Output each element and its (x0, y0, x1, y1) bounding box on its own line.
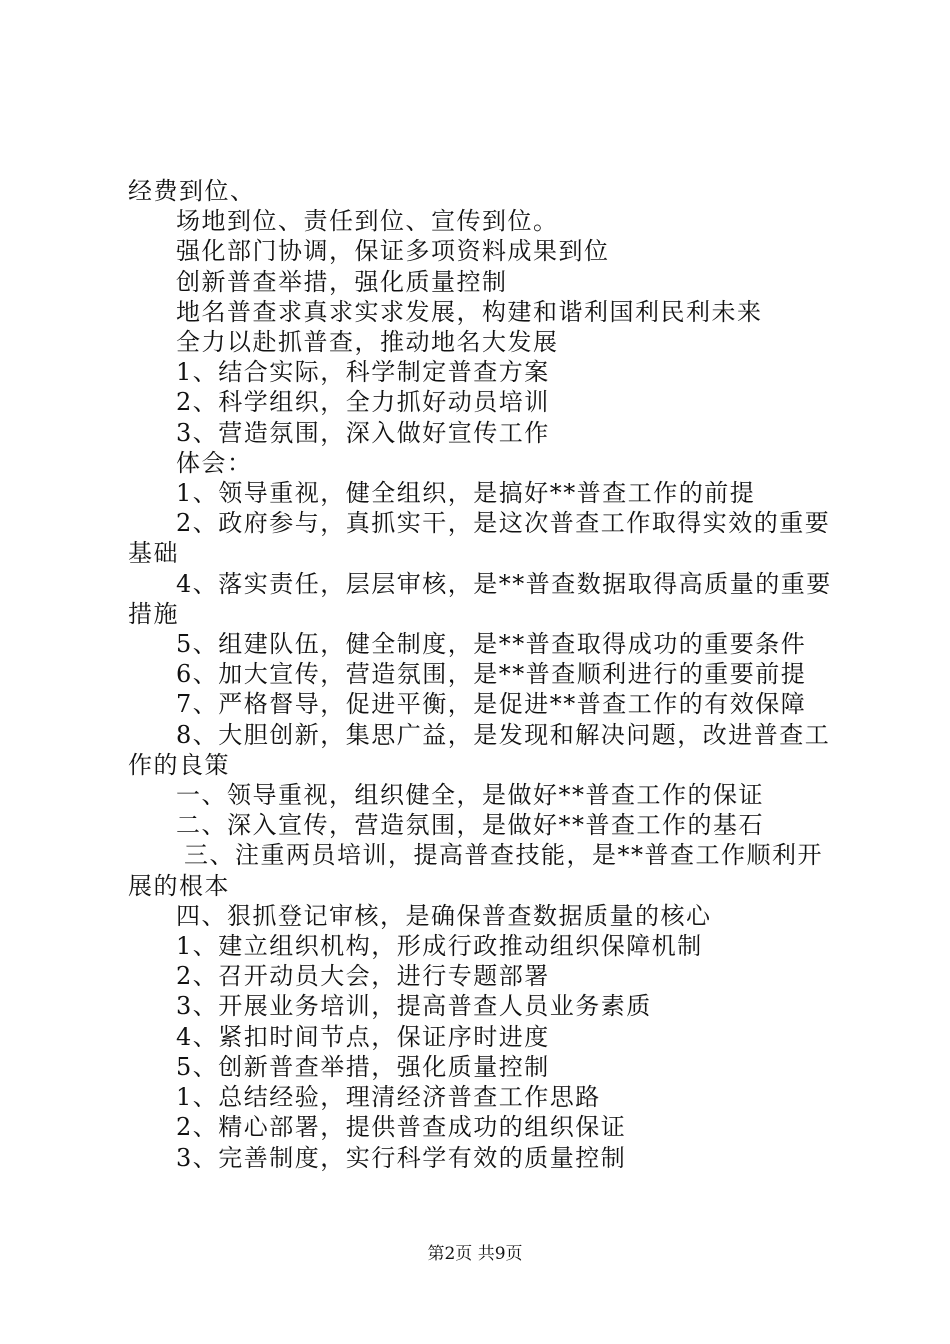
list-item: 四、狠抓登记审核，是确保普查数据质量的核心 (176, 901, 712, 930)
list-item: 5、组建队伍，健全制度，是**普查取得成功的重要条件 (176, 630, 807, 659)
paragraph: 场地到位、责任到位、宣传到位。 (176, 207, 559, 236)
page-number-footer: 第2页 共9页 (427, 1244, 523, 1264)
paragraph: 地名普查求真求实求发展，构建和谐利国利民利未来 (176, 297, 763, 326)
list-item: 二、深入宣传，营造氛围，是做好**普查工作的基石 (176, 811, 764, 840)
list-item: 1、结合实际，科学制定普查方案 (176, 358, 550, 387)
list-item: 2、科学组织，全力抓好动员培训 (176, 388, 550, 417)
list-item: 4、紧扣时间节点，保证序时进度 (176, 1022, 550, 1051)
list-item: 5、创新普查举措，强化质量控制 (176, 1052, 550, 1081)
paragraph: 全力以赴抓普查，推动地名大发展 (176, 328, 559, 357)
list-item: 3、营造氛围，深入做好宣传工作 (176, 418, 550, 447)
list-item: 三、注重两员培训，提高普查技能，是**普查工作顺利开展的根本 (128, 841, 823, 900)
list-item: 3、完善制度，实行科学有效的质量控制 (176, 1143, 627, 1172)
document-body (128, 176, 836, 1173)
list-item: 1、总结经验，理清经济普查工作思路 (176, 1083, 601, 1112)
list-item: 2、召开动员大会，进行专题部署 (176, 962, 550, 991)
list-item: 1、领导重视，健全组织，是搞好**普查工作的前提 (176, 479, 756, 508)
list-item: 4、落实责任，层层审核，是**普查数据取得高质量的重要措施 (128, 569, 832, 628)
section-heading: 体会： (176, 448, 253, 477)
list-item: 一、领导重视，组织健全，是做好**普查工作的保证 (176, 781, 764, 810)
list-item: 8、大胆创新，集思广益，是发现和解决问题，改进普查工作的良策 (128, 720, 831, 779)
list-item: 3、开展业务培训，提高普查人员业务素质 (176, 992, 652, 1021)
paragraph: 经费到位、 (128, 177, 256, 205)
list-item: 7、严格督导，促进平衡，是促进**普查工作的有效保障 (176, 690, 807, 719)
paragraph: 创新普查举措，强化质量控制 (176, 267, 508, 296)
list-item: 1、建立组织机构，形成行政推动组织保障机制 (176, 932, 703, 961)
list-item: 6、加大宣传，营造氛围，是**普查顺利进行的重要前提 (176, 660, 807, 689)
list-item: 2、精心部署，提供普查成功的组织保证 (176, 1113, 627, 1142)
list-item: 2、政府参与，真抓实干，是这次普查工作取得实效的重要基础 (128, 509, 831, 568)
paragraph: 强化部门协调，保证多项资料成果到位 (176, 237, 610, 266)
